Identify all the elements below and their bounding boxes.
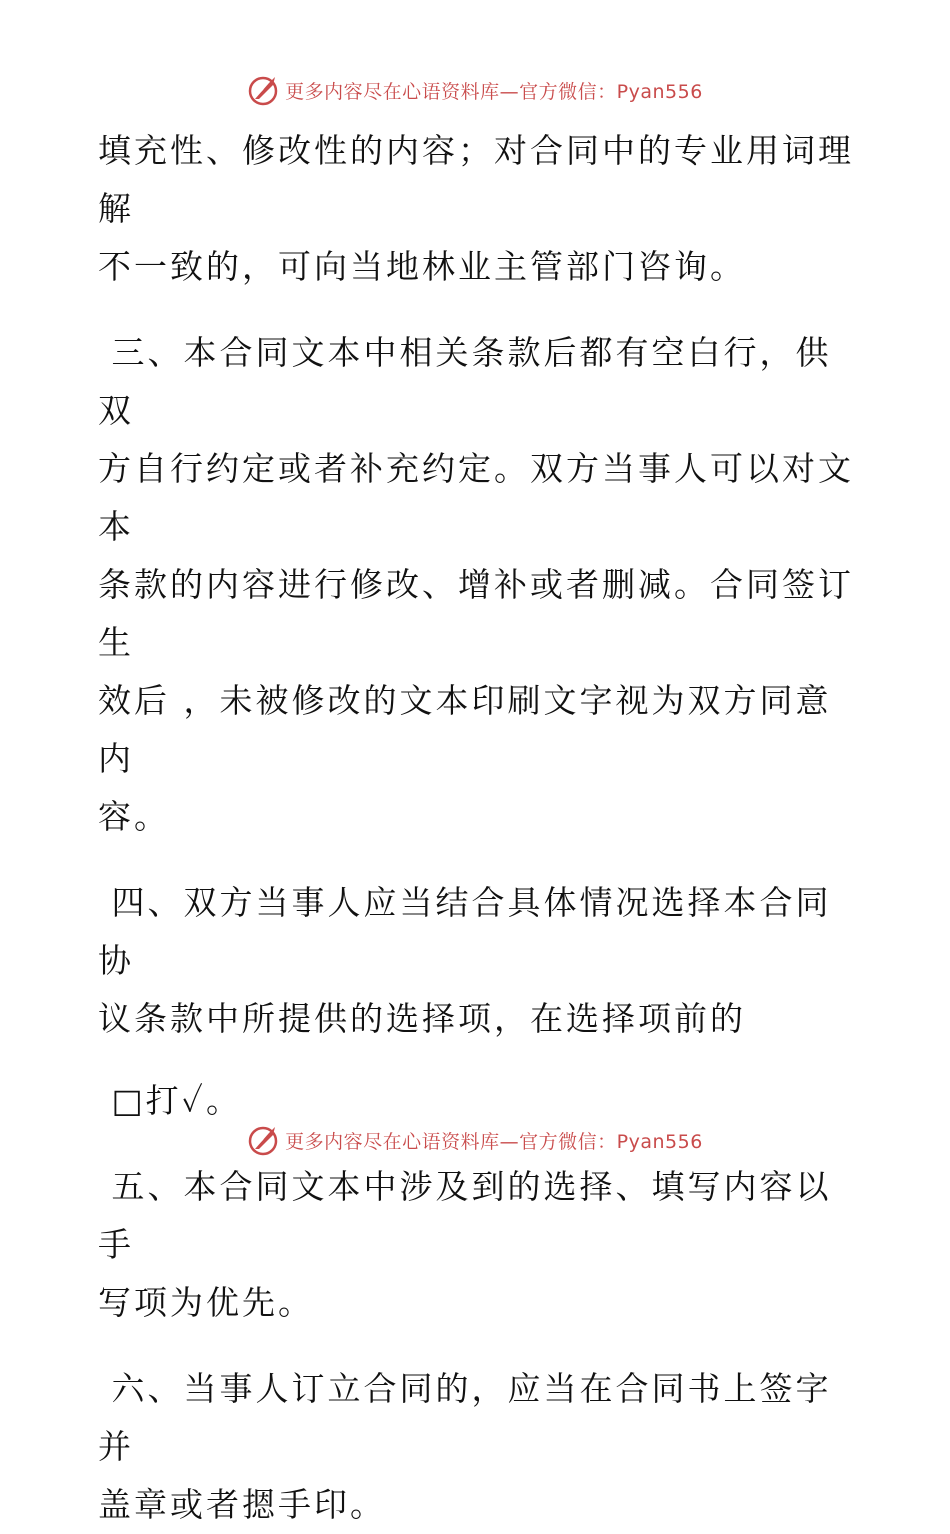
paragraph-line: 写项为优先。 <box>98 1283 314 1322</box>
paragraph-gap <box>98 1048 858 1072</box>
paragraph-line: 效后 ，未被修改的文本印刷文字视为双方同意内 <box>98 681 832 778</box>
paragraph-line: 四、双方当事人应当结合具体情况选择本合同协 <box>98 883 832 980</box>
quill-pen-logo-icon <box>247 73 281 107</box>
paragraph-line: 容。 <box>98 797 170 836</box>
paragraph-line: 方自行约定或者补充约定。双方当事人可以对文本 <box>98 449 854 546</box>
paragraph-line: 盖章或者摁手印。 <box>98 1485 386 1524</box>
header-banner-text: 更多内容尽在心语资料库—官方微信：Pyan556 <box>285 80 703 103</box>
footer-banner <box>0 1120 950 1160</box>
paragraph-line: 三、本合同文本中相关条款后都有空白行，供双 <box>98 333 832 430</box>
paragraph-line: 议条款中所提供的选择项，在选择项前的 <box>98 999 746 1038</box>
paragraph-gap <box>98 296 858 324</box>
document-body <box>98 122 858 1534</box>
paragraph-line: 条款的内容进行修改、增补或者删减。合同签订生 <box>98 565 854 662</box>
paragraph-line: 不一致的，可向当地林业主管部门咨询。 <box>98 247 746 286</box>
footer-banner-text: 更多内容尽在心语资料库—官方微信：Pyan556 <box>285 1130 703 1153</box>
header-banner <box>0 70 950 110</box>
quill-pen-logo-icon <box>247 1123 281 1157</box>
paragraph-gap <box>98 846 858 874</box>
paragraph-line: □打✓。 <box>98 1081 242 1120</box>
paragraph-gap <box>98 1332 858 1360</box>
paragraph-line: 填充性、修改性的内容；对合同中的专业用词理解 <box>98 131 854 228</box>
paragraph-line: 六、当事人订立合同的，应当在合同书上签字并 <box>98 1369 832 1466</box>
paragraph-line: 五、本合同文本中涉及到的选择、填写内容以手 <box>98 1167 832 1264</box>
